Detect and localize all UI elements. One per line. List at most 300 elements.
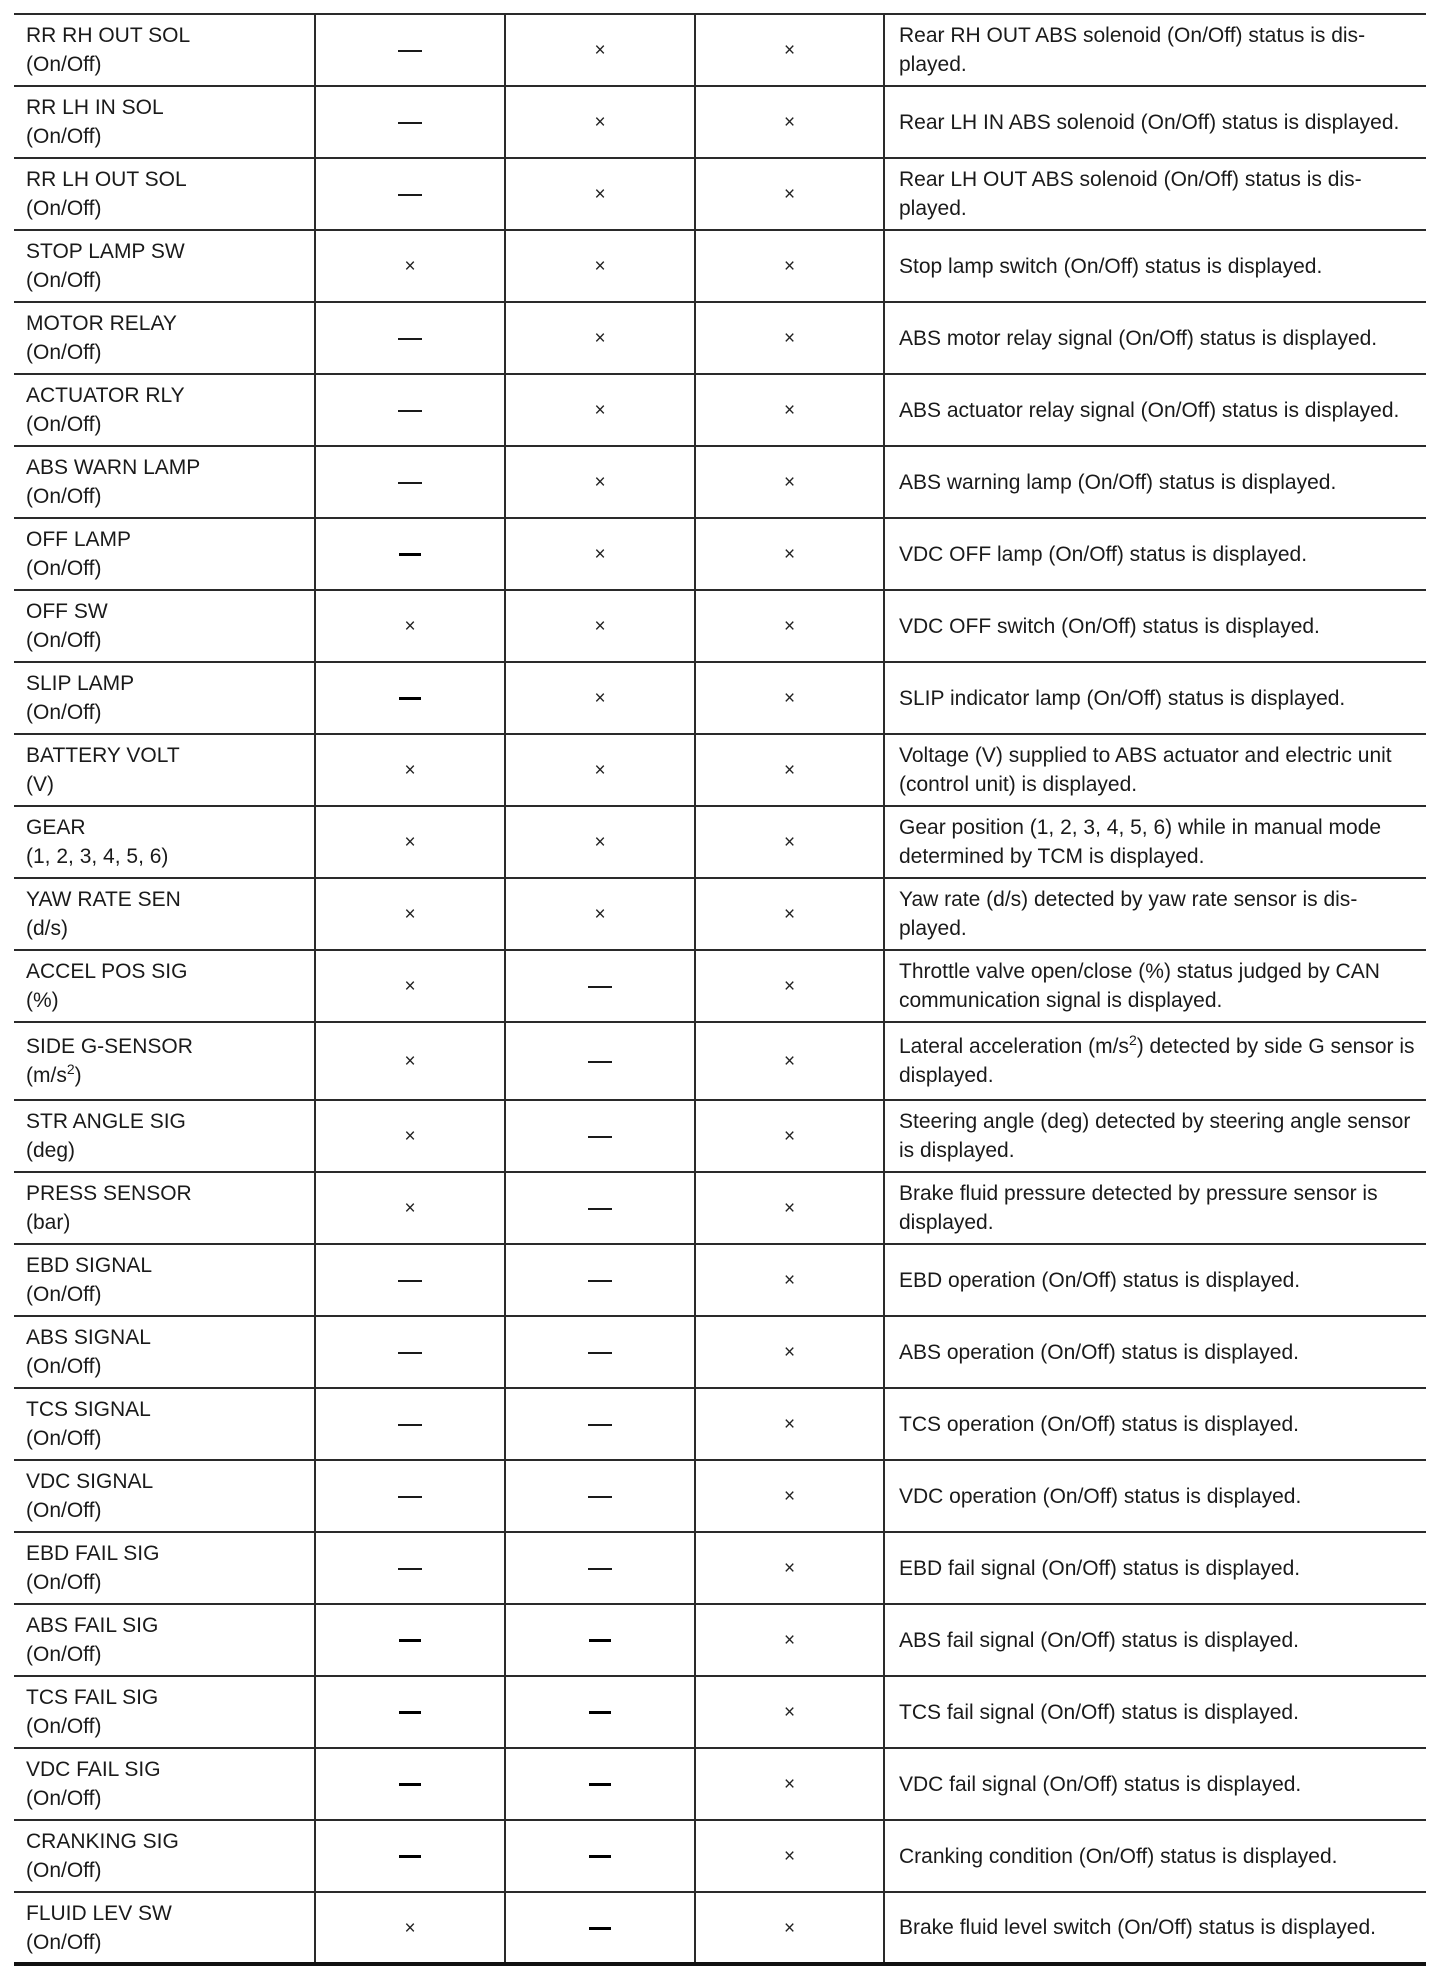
applicable-mark: × <box>783 1270 796 1291</box>
mode-mark-cell <box>695 1532 884 1604</box>
monitor-item-description: VDC operation (On/Off) status is displayed. <box>884 1460 1426 1532</box>
not-applicable-dash <box>399 1639 421 1642</box>
applicable-mark: × <box>594 832 606 853</box>
mode-mark-cell <box>505 662 695 734</box>
applicable-mark: × <box>783 1774 796 1795</box>
applicable-mark: × <box>783 184 796 205</box>
mode-mark-cell <box>695 446 884 518</box>
monitor-item-cell <box>14 518 315 590</box>
data-monitor-table <box>14 13 1426 1966</box>
table-row <box>14 950 1426 1022</box>
mode-mark-cell <box>695 1748 884 1820</box>
monitor-item-unit: (bar) <box>26 1211 71 1234</box>
monitor-item-cell <box>14 1244 315 1316</box>
applicable-mark: × <box>594 616 606 637</box>
applicable-mark: × <box>404 976 416 997</box>
monitor-item-description: ABS warning lamp (On/Off) status is displayed. <box>884 446 1426 518</box>
monitor-item-unit: (On/Off) <box>26 341 102 364</box>
table-row <box>14 446 1426 518</box>
table-row <box>14 302 1426 374</box>
monitor-item-cell <box>14 1604 315 1676</box>
mode-mark-cell <box>695 374 884 446</box>
mode-mark-cell <box>315 230 505 302</box>
monitor-item-description: Steering angle (deg) detected by steering angle sensor is displayed. <box>884 1100 1426 1172</box>
mode-mark-cell <box>505 950 695 1022</box>
table-row <box>14 14 1426 86</box>
monitor-item-description: Rear RH OUT ABS solenoid (On/Off) status is displayed. <box>884 14 1426 86</box>
table-row <box>14 1316 1426 1388</box>
monitor-item-cell <box>14 878 315 950</box>
monitor-item-name: TCS SIGNAL <box>26 1398 151 1421</box>
table-row <box>14 86 1426 158</box>
not-applicable-dash <box>399 1855 421 1858</box>
applicable-mark: × <box>783 1198 796 1219</box>
monitor-item-cell <box>14 158 315 230</box>
not-applicable-dash <box>399 1711 421 1714</box>
not-applicable-dash <box>588 986 612 988</box>
monitor-item-unit: (On/Off) <box>26 197 102 220</box>
mode-mark-cell <box>315 1172 505 1244</box>
not-applicable-dash <box>589 1855 611 1858</box>
mode-mark-cell <box>505 518 695 590</box>
monitor-item-name: OFF SW <box>26 600 108 623</box>
monitor-item-description: VDC fail signal (On/Off) status is displayed. <box>884 1748 1426 1820</box>
applicable-mark: × <box>404 1126 416 1147</box>
mode-mark-cell <box>505 1604 695 1676</box>
applicable-mark: × <box>783 256 796 277</box>
mode-mark-cell <box>315 1316 505 1388</box>
applicable-mark: × <box>783 688 796 709</box>
not-applicable-dash <box>588 1280 612 1282</box>
mode-mark-cell <box>315 1388 505 1460</box>
monitor-item-name: TCS FAIL SIG <box>26 1686 159 1709</box>
not-applicable-dash <box>589 1927 611 1930</box>
applicable-mark: × <box>783 1917 796 1939</box>
not-applicable-dash <box>588 1061 612 1063</box>
applicable-mark: × <box>783 1342 796 1363</box>
monitor-item-name: STR ANGLE SIG <box>26 1110 186 1133</box>
mode-mark-cell <box>695 14 884 86</box>
monitor-item-description: Rear LH OUT ABS solenoid (On/Off) status is displayed. <box>884 158 1426 230</box>
not-applicable-dash <box>588 1568 612 1570</box>
monitor-item-cell <box>14 1022 315 1100</box>
monitor-item-unit: (On/Off) <box>26 125 102 148</box>
monitor-item-description: Yaw rate (d/s) detected by yaw rate sensor is displayed. <box>884 878 1426 950</box>
mode-mark-cell <box>505 1172 695 1244</box>
not-applicable-dash <box>588 1136 612 1138</box>
monitor-item-unit: (On/Off) <box>26 1355 102 1378</box>
table-row <box>14 1460 1426 1532</box>
table-row <box>14 662 1426 734</box>
not-applicable-dash <box>398 338 422 340</box>
monitor-item-description: SLIP indicator lamp (On/Off) status is displayed. <box>884 662 1426 734</box>
unit-superscript: 2 <box>66 1061 75 1077</box>
description-superscript: 2 <box>1128 1032 1137 1048</box>
applicable-mark: × <box>404 1198 416 1219</box>
mode-mark-cell <box>315 1820 505 1892</box>
monitor-item-unit <box>26 1061 308 1090</box>
monitor-item-unit: (On/Off) <box>26 1283 102 1306</box>
mode-mark-cell <box>315 662 505 734</box>
applicable-mark: × <box>594 544 606 565</box>
table-body <box>14 14 1426 1964</box>
monitor-item-name: STOP LAMP SW <box>26 240 185 263</box>
monitor-item-unit: (On/Off) <box>26 1427 102 1450</box>
applicable-mark: × <box>783 1630 796 1651</box>
applicable-mark: × <box>404 1051 416 1072</box>
monitor-item-cell <box>14 1748 315 1820</box>
monitor-item-description: ABS fail signal (On/Off) status is displayed. <box>884 1604 1426 1676</box>
not-applicable-dash <box>398 1280 422 1282</box>
mode-mark-cell <box>505 1388 695 1460</box>
mode-mark-cell <box>315 1892 505 1964</box>
monitor-item-cell <box>14 446 315 518</box>
mode-mark-cell <box>315 1460 505 1532</box>
applicable-mark: × <box>783 1702 796 1723</box>
table-row <box>14 1100 1426 1172</box>
monitor-item-name: PRESS SENSOR <box>26 1182 192 1205</box>
not-applicable-dash <box>589 1783 611 1786</box>
monitor-item-cell <box>14 14 315 86</box>
monitor-item-cell <box>14 1532 315 1604</box>
monitor-item-name: EBD FAIL SIG <box>26 1542 160 1565</box>
description-text-end: ) detected by side G sensor is displayed. <box>899 1035 1415 1087</box>
applicable-mark: × <box>783 1486 796 1507</box>
monitor-item-name: ABS FAIL SIG <box>26 1614 159 1637</box>
table-row <box>14 1172 1426 1244</box>
monitor-item-description: TCS operation (On/Off) status is displayed. <box>884 1388 1426 1460</box>
mode-mark-cell <box>695 1388 884 1460</box>
applicable-mark: × <box>404 256 416 277</box>
mode-mark-cell <box>505 1892 695 1964</box>
applicable-mark: × <box>783 328 796 349</box>
mode-mark-cell <box>505 230 695 302</box>
mode-mark-cell <box>695 1100 884 1172</box>
monitor-item-description <box>884 1022 1426 1100</box>
mode-mark-cell <box>315 158 505 230</box>
monitor-item-description: ABS operation (On/Off) status is displayed. <box>884 1316 1426 1388</box>
monitor-item-description: ABS actuator relay signal (On/Off) status is displayed. <box>884 374 1426 446</box>
applicable-mark: × <box>594 400 606 421</box>
applicable-mark: × <box>783 1126 796 1147</box>
applicable-mark: × <box>404 832 416 853</box>
monitor-item-unit: (%) <box>26 989 59 1012</box>
monitor-item-cell <box>14 1892 315 1964</box>
not-applicable-dash <box>398 1568 422 1570</box>
monitor-item-name: ACTUATOR RLY <box>26 384 185 407</box>
mode-mark-cell <box>315 1532 505 1604</box>
table-row <box>14 518 1426 590</box>
applicable-mark: × <box>783 616 796 637</box>
monitor-item-unit: (On/Off) <box>26 557 102 580</box>
table-row <box>14 1604 1426 1676</box>
table-row <box>14 734 1426 806</box>
not-applicable-dash <box>588 1208 612 1210</box>
mode-mark-cell <box>695 878 884 950</box>
monitor-item-cell <box>14 662 315 734</box>
monitor-item-description: EBD operation (On/Off) status is displayed. <box>884 1244 1426 1316</box>
mode-mark-cell <box>695 1244 884 1316</box>
table-row <box>14 1532 1426 1604</box>
not-applicable-dash <box>398 1496 422 1498</box>
table-row <box>14 230 1426 302</box>
monitor-item-description: Stop lamp switch (On/Off) status is displayed. <box>884 230 1426 302</box>
monitor-item-cell <box>14 1316 315 1388</box>
mode-mark-cell <box>505 158 695 230</box>
monitor-item-unit: (On/Off) <box>26 53 102 76</box>
monitor-item-cell <box>14 86 315 158</box>
mode-mark-cell <box>315 590 505 662</box>
applicable-mark: × <box>594 688 606 709</box>
monitor-item-unit: (On/Off) <box>26 1715 102 1738</box>
monitor-item-unit: (On/Off) <box>26 413 102 436</box>
monitor-item-cell <box>14 806 315 878</box>
table-row <box>14 878 1426 950</box>
not-applicable-dash <box>588 1424 612 1426</box>
applicable-mark: × <box>404 904 416 925</box>
unit-text-end: ) <box>74 1064 82 1087</box>
monitor-item-unit: (On/Off) <box>26 1643 102 1666</box>
table-row <box>14 1676 1426 1748</box>
mode-mark-cell <box>315 1244 505 1316</box>
mode-mark-cell <box>695 1172 884 1244</box>
mode-mark-cell <box>505 1532 695 1604</box>
mode-mark-cell <box>505 302 695 374</box>
mode-mark-cell <box>315 302 505 374</box>
mode-mark-cell <box>695 1892 884 1964</box>
not-applicable-dash <box>398 1424 422 1426</box>
applicable-mark: × <box>783 904 796 925</box>
monitor-item-name: SIDE G-SENSOR <box>26 1035 193 1058</box>
table-row <box>14 1244 1426 1316</box>
mode-mark-cell <box>315 878 505 950</box>
mode-mark-cell <box>695 86 884 158</box>
monitor-item-cell <box>14 230 315 302</box>
not-applicable-dash <box>398 482 422 484</box>
mode-mark-cell <box>695 590 884 662</box>
mode-mark-cell <box>315 14 505 86</box>
table-row <box>14 1388 1426 1460</box>
monitor-item-cell <box>14 1676 315 1748</box>
monitor-item-cell <box>14 590 315 662</box>
monitor-item-unit: (1, 2, 3, 4, 5, 6) <box>26 845 169 868</box>
mode-mark-cell <box>505 374 695 446</box>
monitor-item-name: ABS SIGNAL <box>26 1326 151 1349</box>
mode-mark-cell <box>695 518 884 590</box>
applicable-mark: × <box>594 40 606 61</box>
monitor-item-description: Voltage (V) supplied to ABS actuator and electric unit (control unit) is displayed. <box>884 734 1426 806</box>
mode-mark-cell <box>695 734 884 806</box>
monitor-item-cell <box>14 302 315 374</box>
mode-mark-cell <box>695 158 884 230</box>
mode-mark-cell <box>505 590 695 662</box>
monitor-item-name: OFF LAMP <box>26 528 132 551</box>
monitor-item-name: FLUID LEV SW <box>26 1901 172 1925</box>
not-applicable-dash <box>399 1783 421 1786</box>
mode-mark-cell <box>505 1244 695 1316</box>
applicable-mark: × <box>594 904 606 925</box>
applicable-mark: × <box>594 112 606 133</box>
mode-mark-cell <box>505 1100 695 1172</box>
not-applicable-dash <box>589 1711 611 1714</box>
mode-mark-cell <box>505 86 695 158</box>
applicable-mark: × <box>783 544 796 565</box>
monitor-item-cell <box>14 1100 315 1172</box>
mode-mark-cell <box>315 86 505 158</box>
mode-mark-cell <box>505 1820 695 1892</box>
monitor-item-name: ABS WARN LAMP <box>26 456 201 479</box>
mode-mark-cell <box>505 806 695 878</box>
applicable-mark: × <box>594 184 606 205</box>
table-row <box>14 1748 1426 1820</box>
mode-mark-cell <box>315 1022 505 1100</box>
not-applicable-dash <box>399 553 421 556</box>
applicable-mark: × <box>783 1558 796 1579</box>
monitor-item-description: TCS fail signal (On/Off) status is displayed. <box>884 1676 1426 1748</box>
monitor-item-name: RR RH OUT SOL <box>26 24 191 47</box>
not-applicable-dash <box>398 1352 422 1354</box>
applicable-mark: × <box>783 112 796 133</box>
monitor-item-name: VDC SIGNAL <box>26 1470 154 1493</box>
mode-mark-cell <box>695 950 884 1022</box>
applicable-mark: × <box>783 400 796 421</box>
mode-mark-cell <box>695 1460 884 1532</box>
table-row <box>14 1022 1426 1100</box>
mode-mark-cell <box>695 1316 884 1388</box>
monitor-item-description: Rear LH IN ABS solenoid (On/Off) status is displayed. <box>884 86 1426 158</box>
mode-mark-cell <box>505 878 695 950</box>
mode-mark-cell <box>315 518 505 590</box>
mode-mark-cell <box>505 734 695 806</box>
monitor-item-description: Cranking condition (On/Off) status is displayed. <box>884 1820 1426 1892</box>
applicable-mark: × <box>783 976 796 997</box>
mode-mark-cell <box>505 1676 695 1748</box>
mode-mark-cell <box>505 14 695 86</box>
monitor-item-description: ABS motor relay signal (On/Off) status is displayed. <box>884 302 1426 374</box>
monitor-item-cell <box>14 1460 315 1532</box>
monitor-item-cell <box>14 1820 315 1892</box>
not-applicable-dash <box>398 194 422 196</box>
applicable-mark: × <box>594 256 606 277</box>
monitor-item-unit: (On/Off) <box>26 1787 102 1810</box>
mode-mark-cell <box>315 374 505 446</box>
table-row <box>14 158 1426 230</box>
monitor-item-cell <box>14 734 315 806</box>
monitor-item-description: Throttle valve open/close (%) status judged by CAN communication signal is displayed. <box>884 950 1426 1022</box>
not-applicable-dash <box>398 50 422 52</box>
monitor-item-unit: (On/Off) <box>26 485 102 508</box>
mode-mark-cell <box>695 230 884 302</box>
mode-mark-cell <box>695 1820 884 1892</box>
mode-mark-cell <box>505 1460 695 1532</box>
mode-mark-cell <box>505 1022 695 1100</box>
monitor-item-description: VDC OFF switch (On/Off) status is displayed. <box>884 590 1426 662</box>
mode-mark-cell <box>695 302 884 374</box>
mode-mark-cell <box>695 1604 884 1676</box>
mode-mark-cell <box>315 446 505 518</box>
monitor-item-unit: (V) <box>26 773 54 796</box>
monitor-item-name: EBD SIGNAL <box>26 1254 153 1277</box>
monitor-item-unit: (On/Off) <box>26 269 102 292</box>
monitor-item-unit: (On/Off) <box>26 629 102 652</box>
monitor-item-name: CRANKING SIG <box>26 1830 179 1853</box>
monitor-item-cell <box>14 950 315 1022</box>
not-applicable-dash <box>398 410 422 412</box>
applicable-mark: × <box>783 1051 796 1072</box>
monitor-item-cell <box>14 374 315 446</box>
applicable-mark: × <box>594 760 606 781</box>
monitor-item-name: GEAR <box>26 816 86 839</box>
applicable-mark: × <box>404 616 416 637</box>
monitor-item-unit: (On/Off) <box>26 1859 102 1882</box>
mode-mark-cell <box>695 1022 884 1100</box>
not-applicable-dash <box>588 1496 612 1498</box>
applicable-mark: × <box>783 1846 796 1867</box>
monitor-item-description: EBD fail signal (On/Off) status is displayed. <box>884 1532 1426 1604</box>
monitor-item-name: MOTOR RELAY <box>26 312 177 335</box>
table-row <box>14 374 1426 446</box>
monitor-item-description: Brake fluid pressure detected by pressure sensor is displayed. <box>884 1172 1426 1244</box>
mode-mark-cell <box>505 1316 695 1388</box>
monitor-item-description: Gear position (1, 2, 3, 4, 5, 6) while in manual mode determined by TCM is displayed. <box>884 806 1426 878</box>
mode-mark-cell <box>695 662 884 734</box>
mode-mark-cell <box>695 1676 884 1748</box>
monitor-item-name: RR LH OUT SOL <box>26 168 187 191</box>
monitor-item-unit: (On/Off) <box>26 1571 102 1594</box>
monitor-item-unit: (d/s) <box>26 917 68 940</box>
mode-mark-cell <box>315 1100 505 1172</box>
mode-mark-cell <box>315 1748 505 1820</box>
unit-text: (m/s <box>26 1064 67 1087</box>
applicable-mark: × <box>404 1917 416 1939</box>
monitor-item-name: VDC FAIL SIG <box>26 1758 161 1781</box>
not-applicable-dash <box>588 1352 612 1354</box>
monitor-item-name: SLIP LAMP <box>26 672 135 695</box>
table-row <box>14 590 1426 662</box>
applicable-mark: × <box>783 472 796 493</box>
mode-mark-cell <box>695 806 884 878</box>
mode-mark-cell <box>505 1748 695 1820</box>
not-applicable-dash <box>398 122 422 124</box>
table-row <box>14 1892 1426 1964</box>
description-text: Lateral acceleration (m/s <box>899 1035 1129 1058</box>
monitor-item-name: BATTERY VOLT <box>26 744 180 767</box>
not-applicable-dash <box>399 697 421 700</box>
table-row <box>14 806 1426 878</box>
monitor-item-name: YAW RATE SEN <box>26 888 181 911</box>
monitor-item-unit: (On/Off) <box>26 701 102 724</box>
applicable-mark: × <box>783 1414 796 1435</box>
applicable-mark: × <box>594 328 606 349</box>
monitor-item-unit: (On/Off) <box>26 1930 102 1954</box>
applicable-mark: × <box>783 832 796 853</box>
monitor-item-cell <box>14 1388 315 1460</box>
mode-mark-cell <box>315 1676 505 1748</box>
monitor-item-unit: (On/Off) <box>26 1499 102 1522</box>
mode-mark-cell <box>315 806 505 878</box>
monitor-item-description: VDC OFF lamp (On/Off) status is displayed. <box>884 518 1426 590</box>
monitor-item-unit: (deg) <box>26 1139 76 1162</box>
applicable-mark: × <box>404 760 416 781</box>
applicable-mark: × <box>783 40 796 61</box>
mode-mark-cell <box>315 1604 505 1676</box>
monitor-item-name: ACCEL POS SIG <box>26 960 188 983</box>
applicable-mark: × <box>594 472 606 493</box>
monitor-item-cell <box>14 1172 315 1244</box>
table-row <box>14 1820 1426 1892</box>
monitor-item-description: Brake fluid level switch (On/Off) status is displayed. <box>884 1892 1426 1964</box>
not-applicable-dash <box>589 1639 611 1642</box>
